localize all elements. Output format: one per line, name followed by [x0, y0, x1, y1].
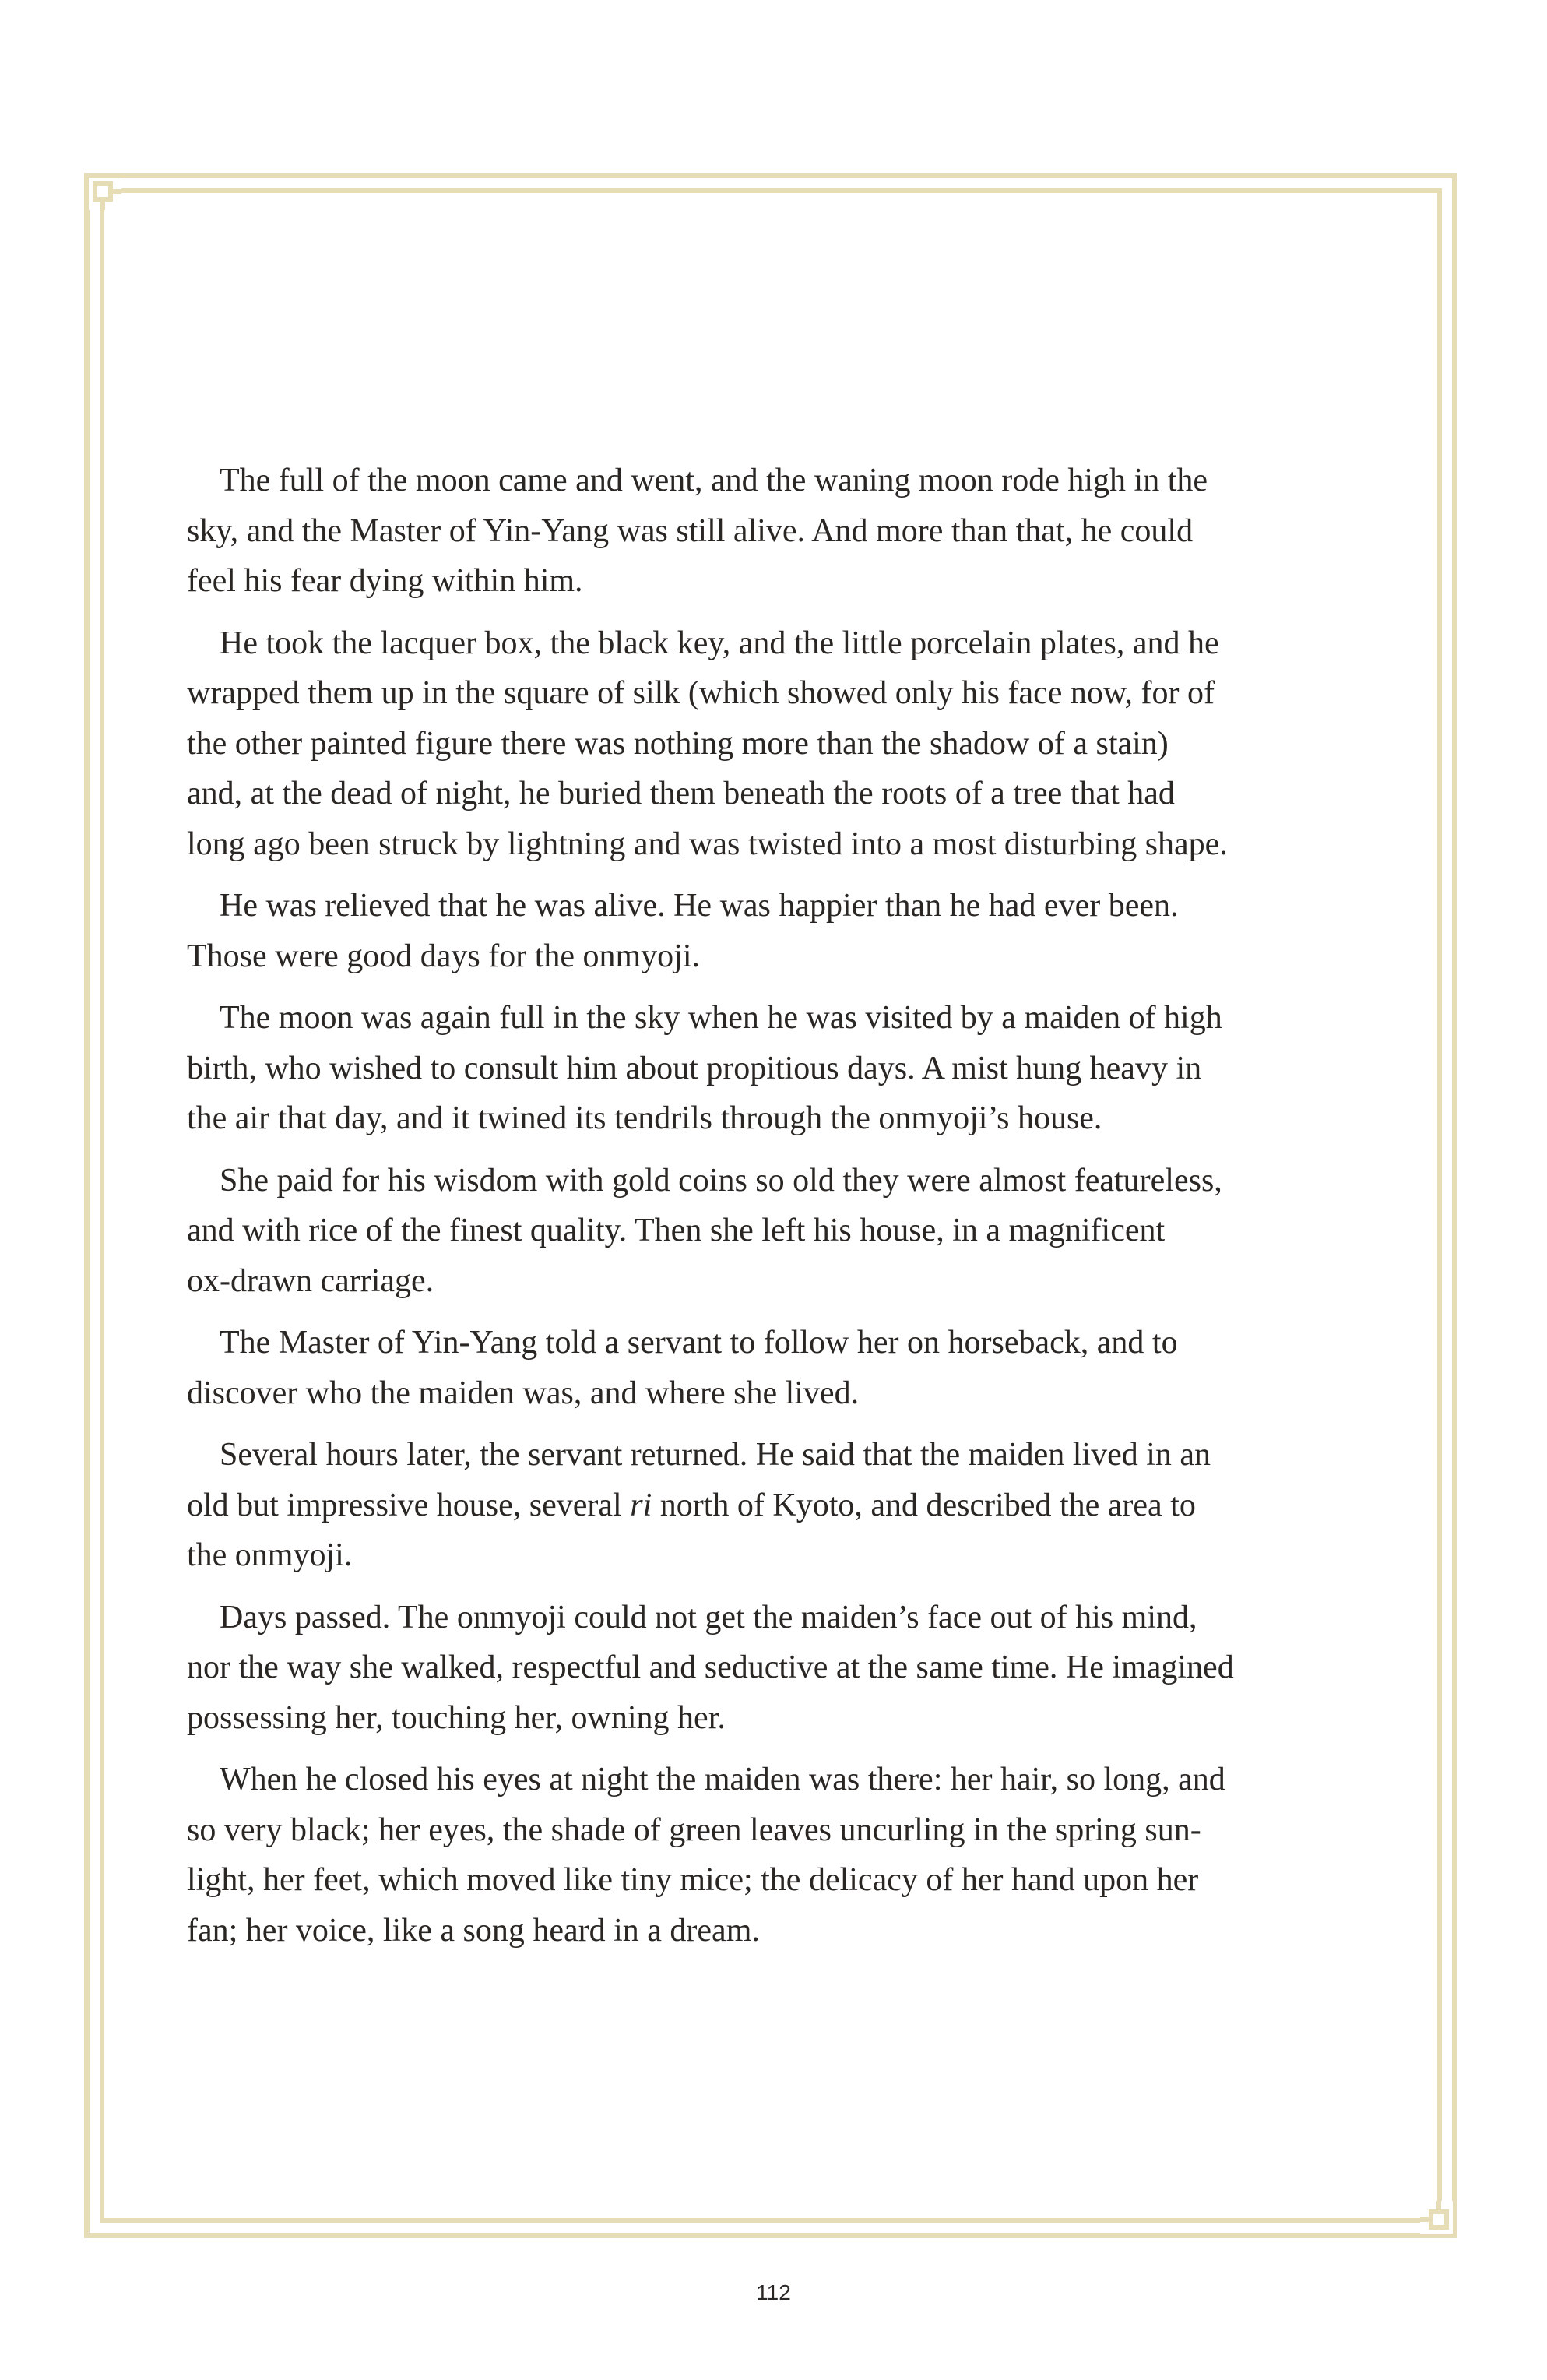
text-line: The moon was again full in the sky when he was visited by a maiden of high: [220, 1000, 1222, 1036]
text-line: the onmyoji.: [187, 1537, 353, 1573]
paragraph: [187, 618, 1355, 870]
paragraph: [187, 881, 1355, 981]
text-line: Those were good days for the onmyoji.: [187, 938, 701, 974]
paragraph: [187, 993, 1355, 1144]
text-line: She paid for his wisdom with gold coins so old they were almost featureless,: [220, 1162, 1222, 1199]
text-line: fan; her voice, like a song heard in a dream.: [187, 1912, 760, 1949]
text-line: ox-drawn carriage.: [187, 1262, 434, 1299]
text-line: old but impressive house, several: [187, 1487, 622, 1523]
text-line: The Master of Yin-Yang told a servant to follow her on horseback, and to: [220, 1325, 1178, 1361]
text-line: nor the way she walked, respectful and seductive at the same time. He imagined: [187, 1649, 1234, 1685]
text-line: Days passed. The onmyoji could not get the maiden’s face out of his mind,: [220, 1599, 1197, 1635]
frame-corner-ornament-icon: [1420, 2201, 1457, 2238]
text-line: wrapped them up in the square of silk (which showed only his face now, for of: [187, 675, 1215, 711]
body-text: [187, 456, 1355, 1967]
text-line: and, at the dead of night, he buried them beneath the roots of a tree that had: [187, 776, 1175, 812]
page-number: 112: [756, 2280, 791, 2304]
text-line: and with rice of the finest quality. Then she left his house, in a magnificent: [187, 1213, 1166, 1248]
italic-term: ri: [630, 1487, 652, 1523]
paragraph: [187, 1593, 1355, 1744]
text-line: sky, and the Master of Yin-Yang was still alive. And more than that, he could: [187, 512, 1194, 549]
text-line: long ago been struck by lightning and was twisted into a most disturbing shape.: [187, 826, 1228, 862]
text-line: the other painted figure there was nothing more than the shadow of a stain): [187, 725, 1169, 762]
paragraph: [187, 1156, 1355, 1307]
text-line: When he closed his eyes at night the maiden was there: her hair, so long, and: [220, 1762, 1225, 1797]
paragraph: [187, 1755, 1355, 1956]
text-line: He took the lacquer box, the black key, and the little porcelain plates, and he: [220, 625, 1219, 661]
text-line: He was relieved that he was alive. He was happier than he had ever been.: [220, 888, 1179, 924]
text-line: Several hours later, the servant returned. He said that the maiden lived in an: [220, 1437, 1211, 1473]
text-line: birth, who wished to consult him about propitious days. A mist hung heavy in: [187, 1050, 1202, 1086]
frame-corner-ornament-icon: [84, 173, 121, 210]
text-line: light, her feet, which moved like tiny mice; the delicacy of her hand upon her: [187, 1862, 1199, 1898]
text-line: possessing her, touching her, owning her.: [187, 1699, 726, 1736]
text-line: north of Kyoto, and described the area to: [659, 1487, 1196, 1523]
text-line: discover who the maiden was, and where she lived.: [187, 1375, 860, 1411]
paragraph: [187, 1430, 1355, 1581]
text-line: feel his fear dying within him.: [187, 563, 583, 599]
paragraph: [187, 456, 1355, 607]
text-line: so very black; her eyes, the shade of green leaves uncurling in the spring sun-: [187, 1811, 1201, 1848]
text-line: the air that day, and it twined its tendrils through the onmyoji’s house.: [187, 1100, 1102, 1136]
paragraph: [187, 1318, 1355, 1418]
text-line: The full of the moon came and went, and the waning moon rode high in the: [220, 463, 1208, 498]
